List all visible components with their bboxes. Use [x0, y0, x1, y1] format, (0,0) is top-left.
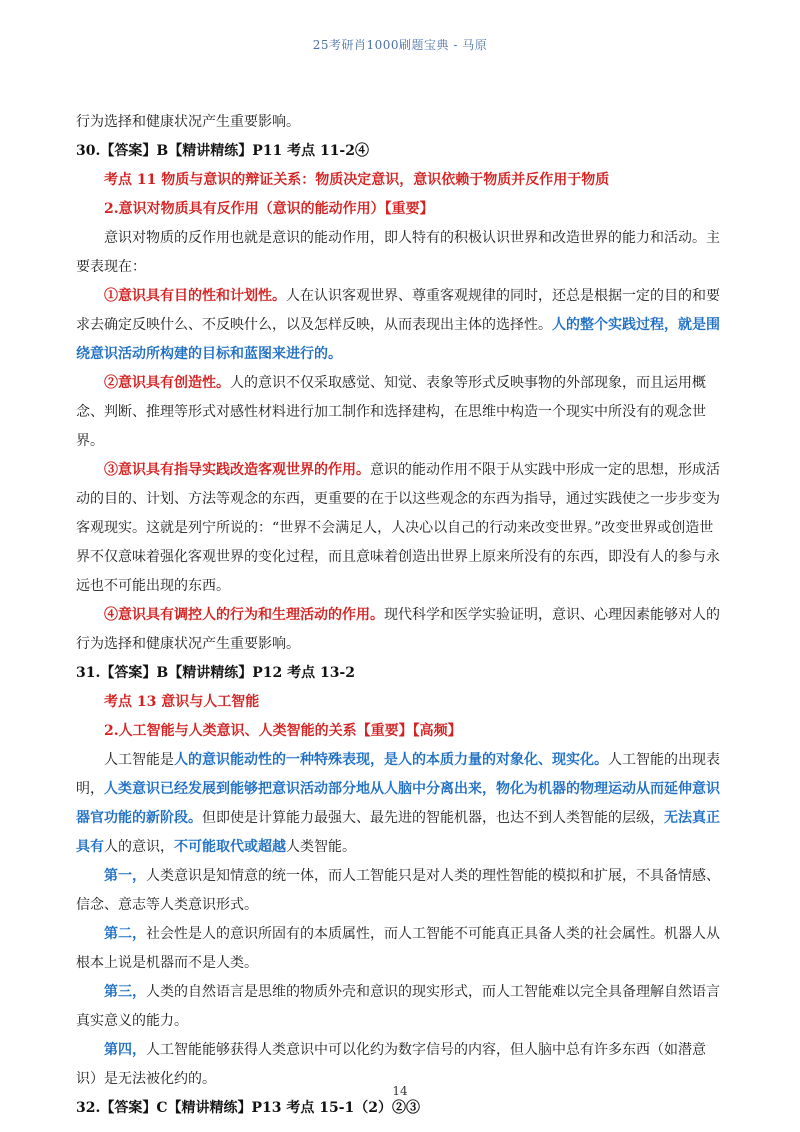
highlight-blue-text: 人的意识能动性的一种特殊表现，是人的本质力量的对象化、现实化。: [174, 752, 608, 768]
paragraph: [76, 746, 726, 862]
paragraph: [76, 978, 726, 1036]
highlight-red-text: ④意识具有调控人的行为和生理活动的作用。: [104, 607, 384, 623]
answer-heading: 30.【答案】B【精讲精练】P11 考点 11-2④: [76, 143, 369, 159]
body-text: 人工智能是: [104, 752, 174, 768]
highlight-blue-text: 第二，: [104, 926, 146, 942]
document-body: [76, 108, 726, 1123]
body-text: 人的意识，: [104, 839, 174, 855]
page-number: 14: [392, 1084, 408, 1098]
highlight-blue-text: 无法真正具有: [76, 810, 720, 855]
highlight-blue-text: 第三，: [104, 984, 146, 1000]
paragraph: [76, 1094, 726, 1123]
body-text: 人工智能的出现表明，: [76, 752, 720, 797]
paragraph: [76, 862, 726, 920]
highlight-red-text: ②意识具有创造性。: [104, 375, 230, 391]
body-text: 行为选择和健康状况产生重要影响。: [76, 114, 300, 130]
body-text: 人类智能。: [286, 839, 356, 855]
answer-heading: 32.【答案】C【精讲精练】P13 考点 15-1（2）②③: [76, 1100, 421, 1116]
paragraph: [76, 166, 726, 195]
paragraph: [76, 224, 726, 282]
paragraph: [76, 282, 726, 369]
body-text: 但即使是计算能力最强大、最先进的智能机器，也达不到人类智能的层级，: [202, 810, 664, 826]
highlight-blue-text: 人类意识已经发展到能够把意识活动部分地从人脑中分离出来，物化为机器的物理运动从而延伸意识器官功能的新阶段。: [76, 781, 720, 826]
paragraph: [76, 601, 726, 659]
body-text: 人类意识是知情意的统一体，而人工智能只是对人类的理性智能的模拟和扩展，不具备情感、信念、意志等人类意识形式。: [76, 868, 720, 913]
paragraph: [76, 108, 726, 137]
paragraph: [76, 195, 726, 224]
highlight-blue-text: 第四，: [104, 1042, 146, 1058]
body-text: 社会性是人的意识所固有的本质属性，而人工智能不可能真正具备人类的社会属性。机器人从根本上说是机器而不是人类。: [76, 926, 720, 971]
body-text: 人在认识客观世界、尊重客观规律的同时，还总是根据一定的目的和要求去确定反映什么、不反映什么，以及怎样反映，从而表现出主体的选择性。: [76, 288, 720, 333]
highlight-blue-text: 第一，: [104, 868, 146, 884]
body-text: 现代科学和医学实验证明，意识、心理因素能够对人的行为选择和健康状况产生重要影响。: [76, 607, 720, 652]
paragraph: [76, 920, 726, 978]
highlight-red-text: ①意识具有目的性和计划性。: [104, 288, 286, 304]
highlight-blue-text: 不可能取代或超越: [174, 839, 286, 855]
paragraph: [76, 369, 726, 456]
answer-heading: 31.【答案】B【精讲精练】P12 考点 13-2: [76, 665, 355, 681]
body-text: 意识的能动作用不限于从实践中形成一定的思想，形成活动的目的、计划、方法等观念的东西，更重要的在于以这些观念的东西为指导，通过实践使之一步步变为客观现实。这就是列宁所说的：“世界不会满足人，人决心以自己的行动来改变世界。”改变世界或创造世界不仅意味着强化客观世界的变化过程，而且意味着创造出世界上原来所没有的东西，即没有人的参与永远也不可能出现的东西。: [76, 462, 720, 594]
body-text: 人的意识不仅采取感觉、知觉、表象等形式反映事物的外部现象，而且运用概念、判断、推理等形式对感性材料进行加工制作和选择建构，在思维中构造一个现实中所没有的观念世界。: [76, 375, 706, 449]
paragraph: [76, 688, 726, 717]
body-text: 人工智能能够获得人类意识中可以化约为数字信号的内容，但人脑中总有许多东西（如潜意识）是无法被化约的。: [76, 1042, 706, 1087]
page-header: 25考研肖1000刷题宝典 - 马原: [312, 38, 488, 52]
paragraph: [76, 659, 726, 688]
highlight-red-text: 2.人工智能与人类意识、人类智能的关系【重要】【高频】: [104, 723, 462, 739]
body-text: 意识对物质的反作用也就是意识的能动作用，即人特有的积极认识世界和改造世界的能力和活动。主要表现在：: [76, 230, 720, 275]
paragraph: [76, 137, 726, 166]
highlight-red-text: 2.意识对物质具有反作用（意识的能动作用）【重要】: [104, 201, 434, 217]
paragraph: [76, 717, 726, 746]
highlight-red-text: 考点 11 物质与意识的辩证关系：物质决定意识，意识依赖于物质并反作用于物质: [104, 172, 610, 188]
paragraph: [76, 456, 726, 601]
highlight-red-text: 考点 13 意识与人工智能: [104, 694, 260, 710]
highlight-blue-text: 人的整个实践过程，就是围绕意识活动所构建的目标和蓝图来进行的。: [76, 317, 720, 362]
body-text: 人类的自然语言是思维的物质外壳和意识的现实形式，而人工智能难以完全具备理解自然语言真实意义的能力。: [76, 984, 720, 1029]
highlight-red-text: ③意识具有指导实践改造客观世界的作用。: [104, 462, 370, 478]
